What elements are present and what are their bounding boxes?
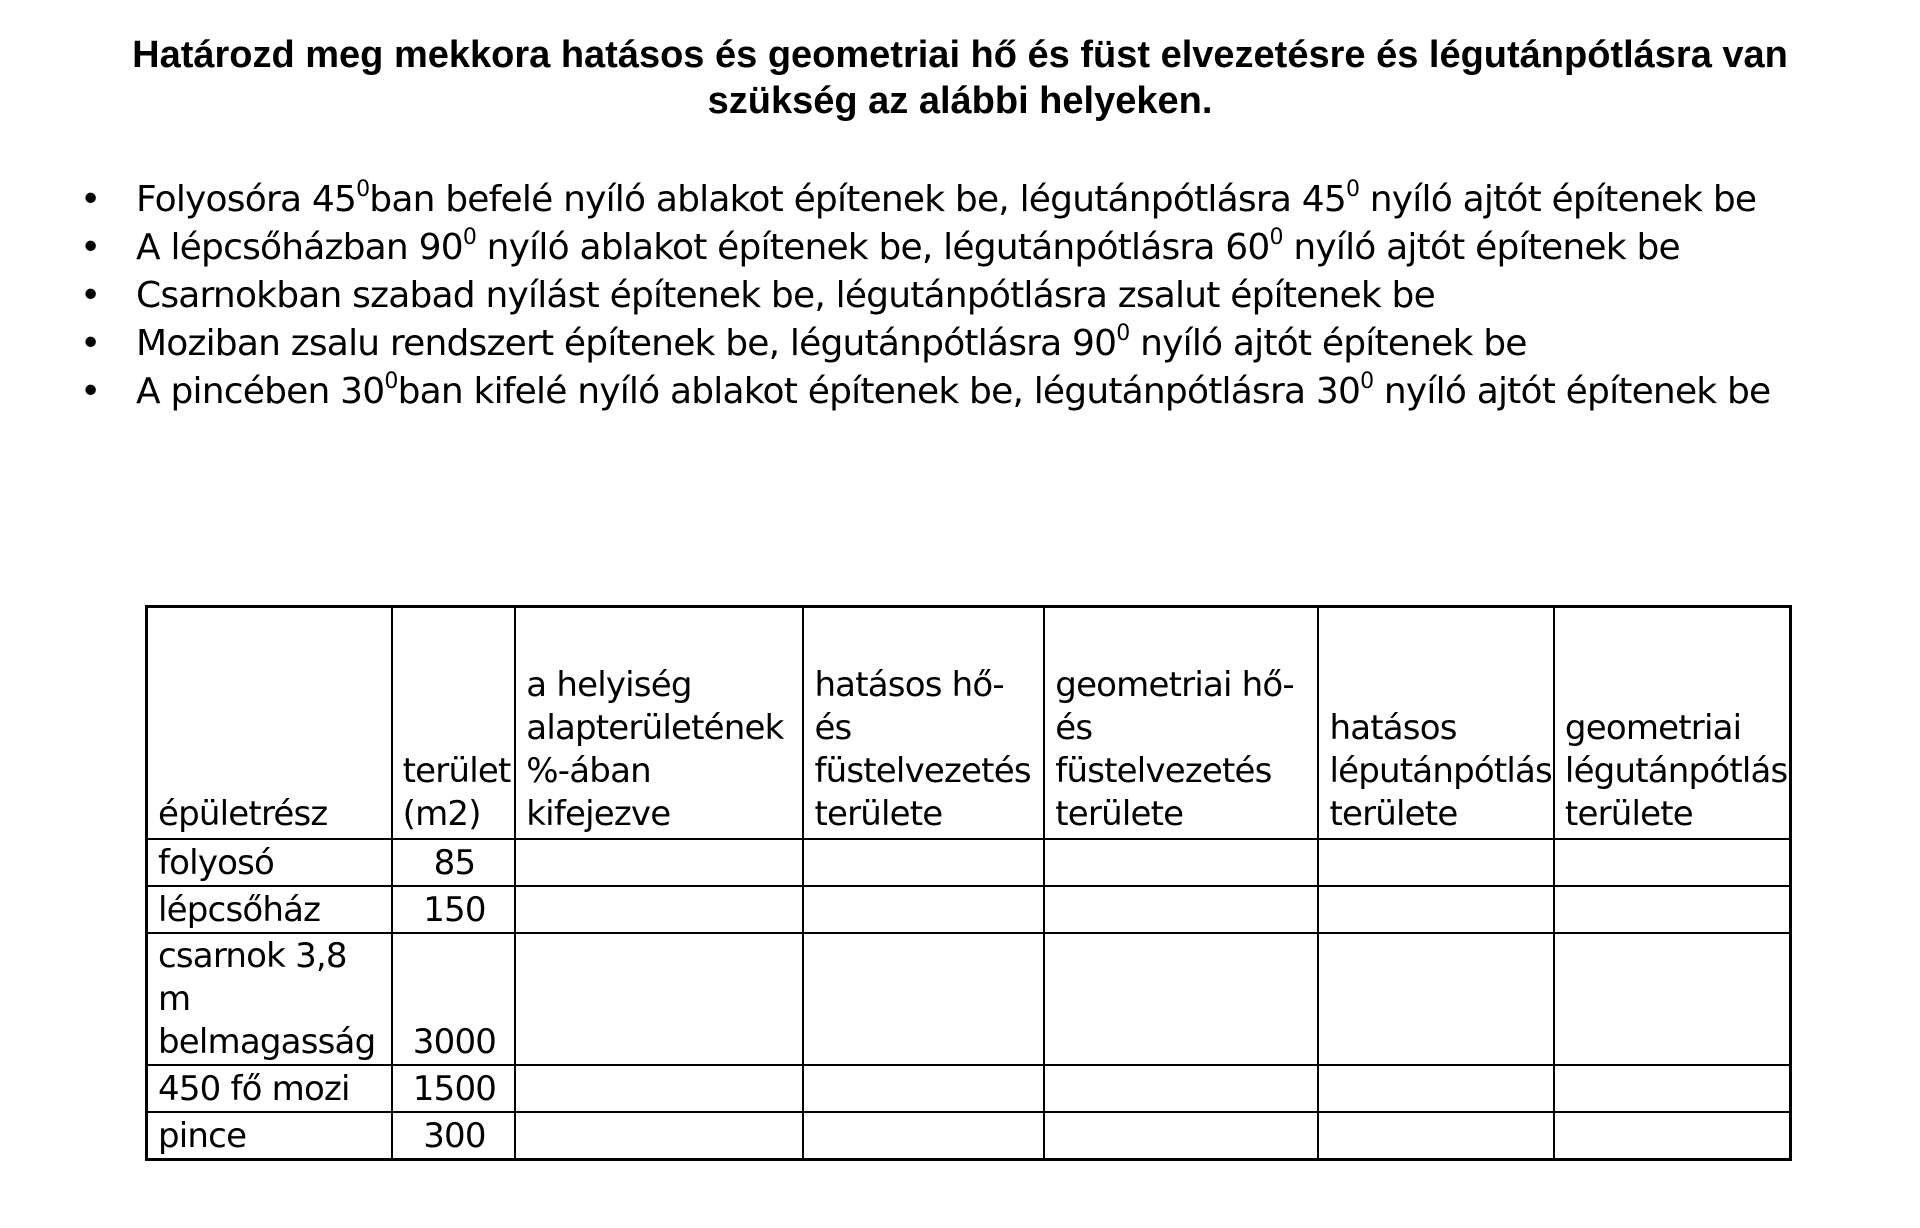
cell-geometric-exhaust-empty — [1044, 886, 1318, 933]
degree-superscript: 0 — [384, 369, 398, 394]
cell-building-part: lépcsőház — [147, 886, 392, 933]
bullet-icon: • — [80, 179, 101, 220]
task-text: Folyosóra 45 — [136, 179, 357, 220]
cell-building-part: 450 fő mozi — [147, 1065, 392, 1112]
table-row — [147, 1065, 1791, 1112]
task-text: nyíló ajtót építenek be — [1373, 371, 1771, 412]
cell-area: 1500 — [392, 1065, 516, 1112]
header-building-part: épületrész — [147, 607, 392, 840]
cell-effective-exhaust-empty — [803, 1112, 1044, 1160]
degree-superscript: 0 — [356, 177, 370, 202]
table-row — [147, 933, 1791, 1065]
header-geometric-smoke-exhaust: geometriai hő- és füstelvezetés területe — [1044, 607, 1318, 840]
cell-area: 85 — [392, 839, 516, 886]
table-header-row — [147, 607, 1791, 840]
cell-building-part: pince — [147, 1112, 392, 1160]
degree-superscript: 0 — [1360, 369, 1374, 394]
task-text: nyíló ajtót építenek be — [1129, 323, 1527, 364]
bullet-icon: • — [80, 227, 101, 268]
header-geometric-air-supply: geometriai légutánpótlás területe — [1554, 607, 1791, 840]
cell-geometric-supply-empty — [1554, 886, 1791, 933]
cell-effective-supply-empty — [1318, 1112, 1553, 1160]
cell-effective-exhaust-empty — [803, 1065, 1044, 1112]
cell-effective-supply-empty — [1318, 839, 1553, 886]
cell-percent-empty — [515, 933, 803, 1065]
cell-effective-supply-empty — [1318, 886, 1553, 933]
cell-area: 300 — [392, 1112, 516, 1160]
task-text: A pincében 30 — [136, 371, 385, 412]
task-text: Moziban zsalu rendszert építenek be, légutánpótlásra 90 — [136, 323, 1117, 364]
cell-geometric-supply-empty — [1554, 933, 1791, 1065]
task-text: nyíló ablakot építenek be, légutánpótlásra 60 — [476, 227, 1270, 268]
task-item-basement — [80, 368, 1770, 416]
degree-superscript: 0 — [1269, 225, 1283, 250]
cell-effective-exhaust-empty — [803, 839, 1044, 886]
cell-percent-empty — [515, 886, 803, 933]
calculation-table — [145, 605, 1792, 1161]
table-row — [147, 1112, 1791, 1160]
cell-effective-supply-empty — [1318, 1065, 1553, 1112]
cell-percent-empty — [515, 1065, 803, 1112]
cell-percent-empty — [515, 1112, 803, 1160]
cell-geometric-exhaust-empty — [1044, 933, 1318, 1065]
task-item-cinema — [80, 320, 1770, 368]
task-text: ban kifelé nyíló ablakot építenek be, légutánpótlásra 30 — [397, 371, 1361, 412]
degree-superscript: 0 — [462, 225, 477, 250]
cell-effective-exhaust-empty — [803, 886, 1044, 933]
degree-superscript: 0 — [1345, 177, 1360, 202]
task-text: Csarnokban szabad nyílást építenek be, légutánpótlásra zsalut építenek be — [136, 275, 1435, 316]
table-row — [147, 886, 1791, 933]
cell-geometric-supply-empty — [1554, 1065, 1791, 1112]
cell-building-part: csarnok 3,8 m belmagasság — [147, 933, 392, 1065]
cell-geometric-exhaust-empty — [1044, 1065, 1318, 1112]
task-list — [80, 176, 1770, 416]
task-item-corridor — [80, 176, 1770, 224]
cell-percent-empty — [515, 839, 803, 886]
header-effective-smoke-exhaust: hatásos hő- és füstelvezetés területe — [803, 607, 1044, 840]
task-item-stairwell — [80, 224, 1770, 272]
bullet-icon: • — [80, 371, 101, 412]
cell-geometric-supply-empty — [1554, 839, 1791, 886]
cell-geometric-exhaust-empty — [1044, 1112, 1318, 1160]
degree-superscript: 0 — [1116, 321, 1130, 346]
bullet-icon: • — [80, 275, 101, 316]
page-title — [40, 32, 1880, 124]
task-item-hall — [80, 272, 1770, 320]
cell-area: 3000 — [392, 933, 516, 1065]
cell-geometric-exhaust-empty — [1044, 839, 1318, 886]
cell-building-part: folyosó — [147, 839, 392, 886]
cell-effective-exhaust-empty — [803, 933, 1044, 1065]
task-text: A lépcsőházban 90 — [136, 227, 463, 268]
title-line-2: szükség az alábbi helyeken. — [707, 80, 1213, 122]
bullet-icon: • — [80, 323, 101, 364]
header-percent-of-floor-area: a helyiség alapterületének %-ában kifejezve — [515, 607, 803, 840]
cell-area: 150 — [392, 886, 516, 933]
table-row — [147, 839, 1791, 886]
task-text: ban befelé nyíló ablakot építenek be, légutánpótlásra 45 — [369, 179, 1346, 220]
title-line-1: Határozd meg mekkora hatásos és geometriai hő és füst elvezetésre és légutánpótlásra van — [132, 34, 1788, 76]
header-effective-air-supply: hatásos léputánpótlás területe — [1318, 607, 1553, 840]
task-text: nyíló ajtót építenek be — [1359, 179, 1757, 220]
cell-effective-supply-empty — [1318, 933, 1553, 1065]
header-area: terület (m2) — [392, 607, 516, 840]
task-text: nyíló ajtót építenek be — [1282, 227, 1680, 268]
cell-geometric-supply-empty — [1554, 1112, 1791, 1160]
